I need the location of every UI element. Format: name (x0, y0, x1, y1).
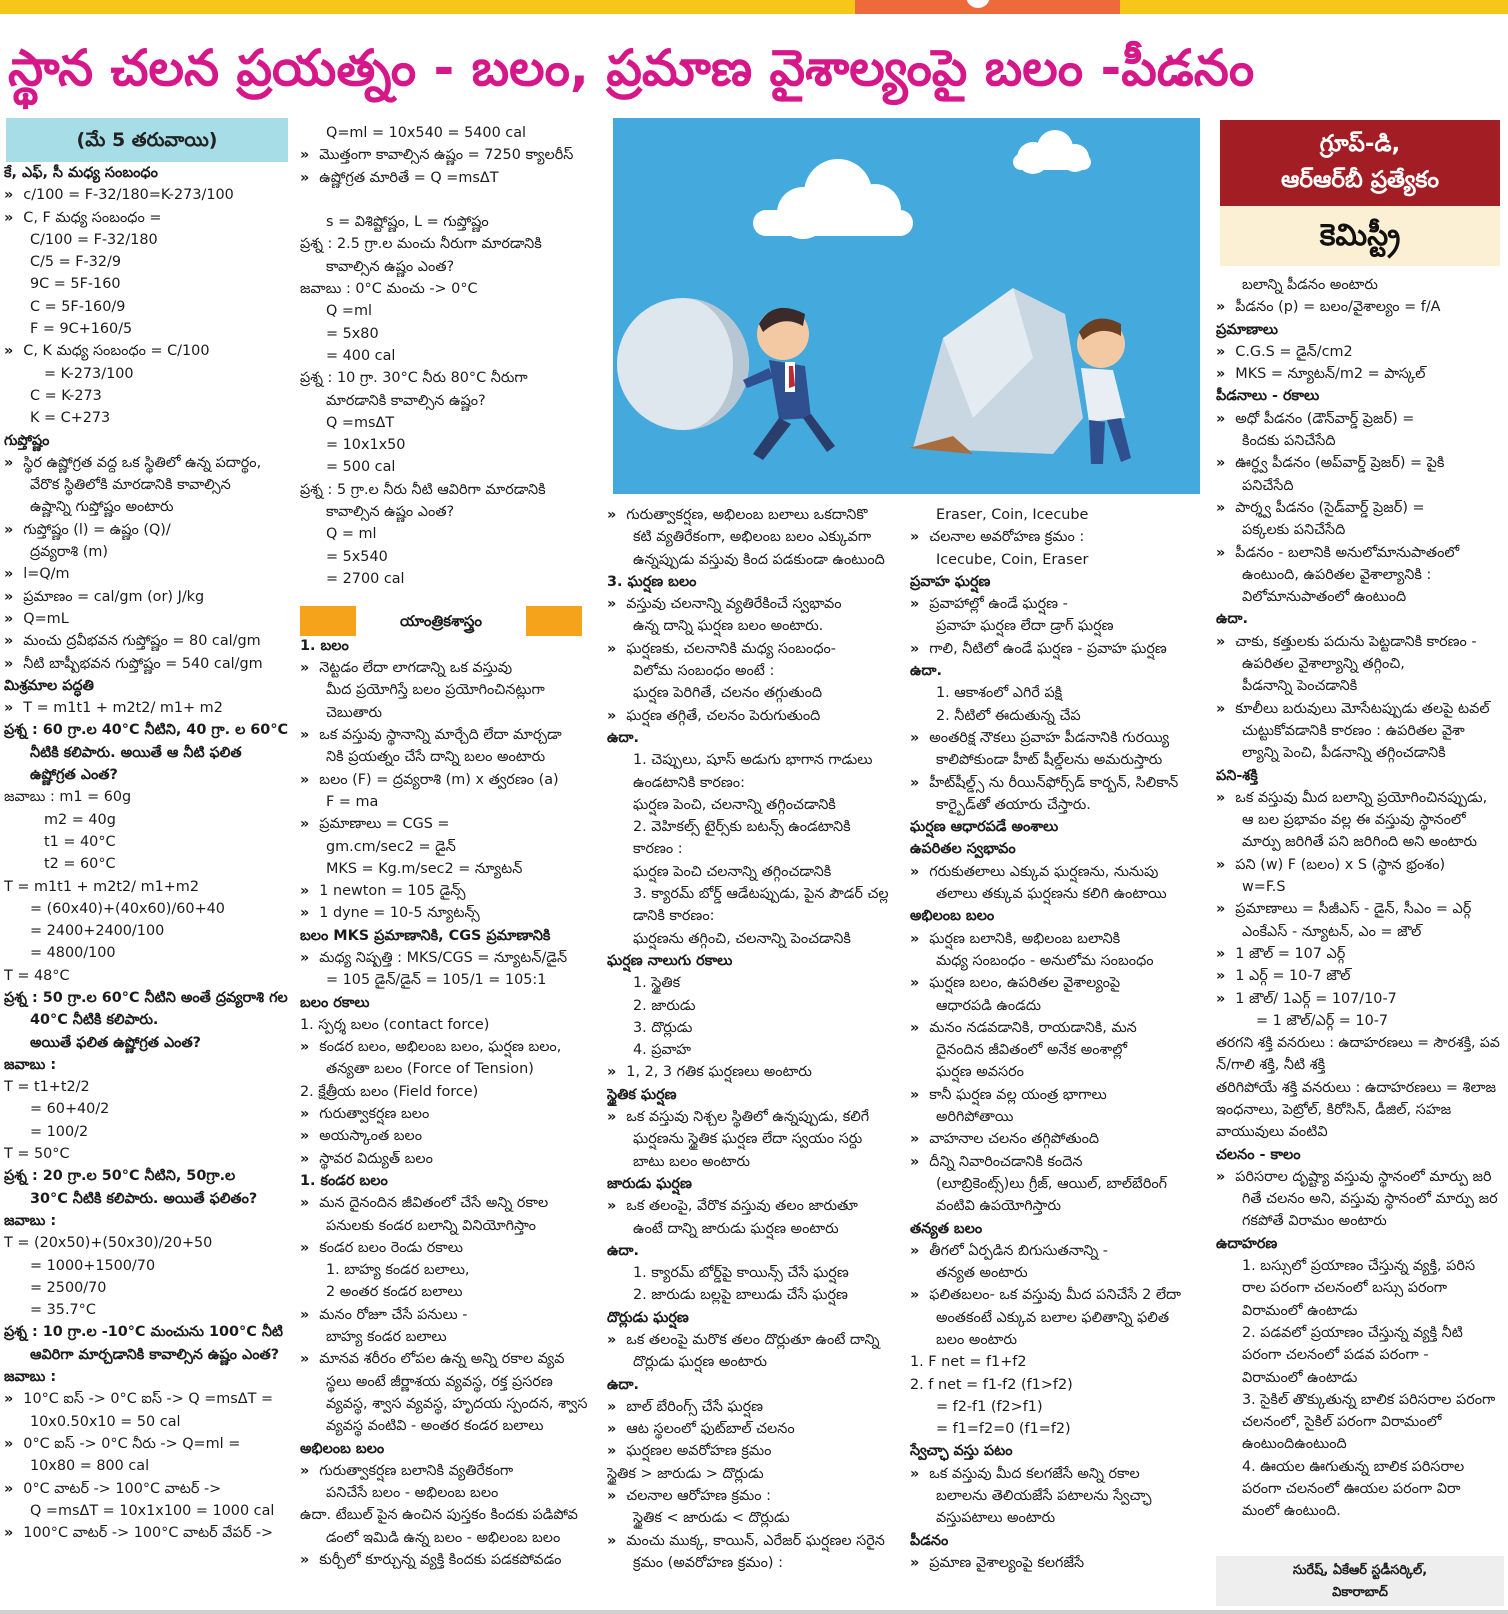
text-line: గకపోతే విరామం అంటారు (1242, 1213, 1387, 1230)
section-heading: పీడనాలు - రకాలు (1216, 388, 1320, 405)
text-line: పనిచేసే బలం - అభిలంబ బలం (326, 1485, 499, 1502)
text-line: వేరొక స్థితిలోకి మారడానికి కావాల్సిన (30, 477, 231, 494)
text-line: 2. వెహికల్స్‌ టైర్స్‌కు బటన్స్‌ ఉండటానికి (633, 819, 851, 836)
text-line: Q =msΔT = 10x1x100 = 1000 cal (30, 1502, 275, 1519)
section-heading: ప్రమాణాలు (1216, 321, 1279, 338)
text-line: మధ్య సంబంధం - అనులోమ సంబంధం (936, 952, 1154, 969)
section-banner-title: యాంత్రికశాస్త్రం (399, 612, 482, 630)
text-line: » 10°C ఐస్‌ -> 0°C ఐస్‌ -> Q =msΔT = (4, 1388, 292, 1410)
text-line: » హీట్‌షీల్డ్స్‌ ను రీయిన్‌ఫోర్స్‌డ్‌ కార్బన్‌, సిలికాన్‌ (910, 772, 1202, 794)
text-line: » నీటి బాష్పీభవన గుప్తోష్ణం = 540 cal/gm (4, 653, 292, 675)
section-heading: ప్రవాహ ఘర్షణ (910, 573, 991, 590)
text-line: » ప్రమాణం = cal/gm (or) J/kg (4, 586, 292, 608)
text-line: ఉన్న దాన్ని ఘర్షణ బలం అంటారు. (633, 618, 824, 635)
text-line: » ఊర్ధ్వ పీడనం (అప్‌వార్డ్‌ ప్రెజర్‌) = పైకి (1216, 452, 1506, 474)
text-line: ఉంటుంది, ఉపరితల వైశాల్యానికి : (1242, 566, 1432, 583)
text-line: బాటు బలం అంటారు (633, 1153, 751, 1170)
article-column-5 (1216, 274, 1506, 1558)
text-line: అరిగిపోతాయి (936, 1109, 1014, 1126)
text-line: విలోమ సంబంధం అంటే : (633, 663, 775, 680)
question-line: అయితే ఫలిత ఉష్ణోగ్రత ఎంత? (30, 1034, 202, 1051)
text-line: గితే చలనం అని, వస్తువు స్థానంలో మార్పు జర (1242, 1191, 1498, 1208)
text-line: = 4800/100 (30, 945, 116, 962)
text-line: » చాకు, కత్తులకు పదును పెట్టడానికి కారణం - (1216, 631, 1506, 653)
text-line: 9C = 5F-160 (30, 276, 121, 293)
text-line: రాల పరంగా చలనంలో బస్సు పరంగా (1242, 1280, 1448, 1297)
text-line: చలనంలో, సైకిల్‌ పరంగా విరామంలో (1242, 1414, 1442, 1431)
text-line: ఘర్షణ అవసరం (936, 1064, 1024, 1081)
text-line: » ప్రమాణాలు = CGS = (300, 813, 592, 835)
text-line: వ్యవస్థ వంటివి - అంతర కండర బలాలు (326, 1418, 544, 1435)
text-line: = 5x80 (326, 325, 379, 342)
text-line: » వాహనాల చలనం తగ్గిపోతుంది (910, 1128, 1202, 1150)
question-line: ప్రశ్న : 10 గ్రా. 30°C నీరు 80°C నీరుగా (300, 370, 528, 387)
text-line: » 0°C వాటర్‌ -> 100°C వాటర్‌ -> (4, 1478, 292, 1500)
text-line: పక్కలకు పనిచేసేది (1242, 522, 1346, 539)
text-line: వస్తుపటాలు అంటారు (936, 1510, 1056, 1527)
text-line: F = 9C+160/5 (30, 321, 133, 338)
text-line: » మనం రోజూ చేసే పనులు - (300, 1304, 592, 1326)
text-line: = f2-f1 (f2>f1) (936, 1398, 1043, 1415)
text-line: » l=Q/m (4, 563, 292, 585)
text-line: 2. పడవలో ప్రయాణం చేస్తున్న వ్యక్తి నీటి (1242, 1324, 1463, 1341)
section-heading: గుప్తోష్ణం (4, 432, 50, 449)
group-exam-special-box (1220, 120, 1500, 206)
text-line: » స్థిర ఉష్ణోగ్రత వద్ద ఒక స్థితిలో ఉన్న పదార్థం, (4, 452, 292, 474)
text-line: » అంతరిక్ష నౌకలు ప్రవాహ పీడనానికి గురయ్యి (910, 727, 1202, 749)
text-line: m2 = 40g (44, 811, 116, 828)
text-line: » Q=mL (4, 608, 292, 630)
question-line: 30°C నీటికి కలిపారు. అయితే ఫలితం? (30, 1190, 258, 1207)
text-line: » కుర్చీలో కూర్చున్న వ్యక్తి కిందకు పడకపోవడం (300, 1549, 592, 1571)
text-line: gm.cm/sec2 = డైన్‌ (326, 838, 456, 855)
text-line: కార్బైడ్‌తో తయారు చేస్తారు. (936, 796, 1091, 813)
text-line: 1. చెప్పులు, షూస్‌ అడుగు భాగాన గాడులు (633, 752, 873, 769)
text-line: ఉంటే దాన్ని జారుడు ఘర్షణ అంటారు (633, 1220, 839, 1237)
text-line: కారణం : (633, 841, 683, 858)
text-line: తరగని శక్తి వనరులు : ఉదాహరణలు = సౌరశక్తి, పవ (1216, 1035, 1500, 1052)
question-line: ఆవిరిగా మార్చడానికి కావాల్సిన ఉష్ణం ఎంత? (30, 1346, 280, 1363)
question-line: కావాల్సిన ఉష్ణం ఎంత? (326, 504, 455, 521)
text-line: 10x80 = 800 cal (30, 1458, 150, 1475)
text-line: » T = m1t1 + m2t2/ m1+ m2 (4, 697, 292, 719)
text-line: మంలో ఉంటుంది. (1242, 1503, 1341, 1520)
section-heading: స్వేచ్ఛా వస్తు పటం (910, 1443, 1013, 1460)
text-line: చెబుతారు (326, 704, 382, 721)
text-line: » కానీ ఘర్షణ వల్ల యంత్ర భాగాలు (910, 1084, 1202, 1106)
text-line: ప్రవాహ ఘర్షణ లేదా డ్రాగ్‌ ఘర్షణ (936, 618, 1114, 635)
section-heading: అభిలంబ బలం (300, 1440, 385, 1457)
text-line: » చలనాల అవరోహణ క్రమం : (910, 526, 1202, 548)
text-line: w=F.S (1242, 879, 1286, 896)
text-line: » బలం (F) = ద్రవ్యరాశి (m) x త్వరణం (a) (300, 769, 592, 791)
text-line: » ఒక వస్తువు మీద బలాన్ని ప్రయోగించినప్పుడు, (1216, 787, 1506, 809)
example-label: ఉదాహరణ (1216, 1235, 1278, 1252)
answer-line: జవాబు : 0°C మంచు -> 0°C (300, 281, 478, 298)
text-line: T = (20x50)+(50x30)/20+50 (4, 1235, 213, 1252)
text-line: 2. నీటిలో ఈదుతున్న చేప (936, 707, 1081, 724)
text-line: » గురుత్వాకర్షణ బలం (300, 1103, 592, 1125)
text-line: » చలనాల ఆరోహణ క్రమం : (607, 1485, 902, 1507)
text-line: 1. ఆకాశంలో ఎగిరే పక్షి (936, 685, 1063, 702)
section-heading: ఘర్షణ నాలుగు రకాలు (607, 952, 733, 969)
text-line: » 0°C ఐస్‌ -> 0°C నీరు -> Q=ml = (4, 1433, 292, 1455)
text-line: » బాల్‌ బేరింగ్స్‌ చేసే ఘర్షణ (607, 1396, 902, 1418)
text-line: Q =msΔT (326, 414, 395, 431)
section-banner (300, 606, 582, 636)
example-label: ఉదా. (607, 1242, 639, 1259)
text-line: స్థైతిక > జారుడు > దొర్లుడు (607, 1465, 764, 1482)
text-line: Eraser, Coin, Icecube (936, 507, 1089, 523)
text-line: = 5x540 (326, 548, 388, 565)
text-line: 1. క్యారమ్‌ బోర్డ్‌పై కాయిన్స్‌ చేసే ఘర్షణ (633, 1265, 849, 1282)
text-line: = 500 cal (326, 459, 396, 476)
text-line: దైనందిన జీవితంలో అనేక అంశాల్లో (936, 1042, 1128, 1059)
text-line: » 1 dyne = 10-5 న్యూటన్స్‌ (300, 902, 592, 924)
text-line: 4. ఊయల ఊగుతున్న బాలిక పరిసరాల (1242, 1458, 1465, 1475)
example-label: ఉదా. (1216, 611, 1248, 628)
text-line: 2 అంతర కండర బలాలు (326, 1284, 463, 1301)
text-line: ఘర్షణ పెరిగితే, చలనం తగ్గుతుంది (633, 685, 823, 702)
text-line: » ఒక తలంపై మరొక తలం దొర్లుతూ ఉంటే దాన్ని (607, 1329, 902, 1351)
question-line: ప్రశ్న : 2.5 గ్రా.ల మంచు నీరుగా మారడానికి (300, 236, 542, 253)
text-line: C/5 = F-32/9 (30, 254, 122, 271)
text-line: C/100 = F-32/180 (30, 231, 158, 248)
text-line: = K-273/100 (44, 365, 134, 382)
text-line: = 2400+2400/100 (30, 923, 165, 940)
text-line: » C, K మధ్య సంబంధం = C/100 (4, 340, 292, 362)
byline-line1: సురేష్‌, ఏకేఆర్‌ స్టడీసర్కిల్‌, (1292, 1563, 1428, 1578)
author-byline (1216, 1556, 1504, 1606)
text-line: t1 = 40°C (44, 833, 116, 850)
question-line: ప్రశ్న : 5 గ్రా.ల నీరు నీటి ఆవిరిగా మారడానికి (300, 481, 546, 498)
article-column-1 (4, 162, 292, 1602)
text-line: కటి వ్యతిరేకంగా, అభిలంబ బలం ఎక్కువగా (633, 529, 872, 546)
text-line: » ఘర్షణ బలం, ఉపరితల వైశాల్యంపై (910, 972, 1202, 994)
question-line: ఉష్ణోగ్రత ఎంత? (30, 767, 118, 784)
question-line: ప్రశ్న : 60 గ్రా.ల 40°C నీటిని, 40 గ్రా. ల 60°C (4, 722, 289, 739)
text-line: » ఒక తలంపై, వేరొక వస్తువు తలం జారుతూ (607, 1195, 902, 1217)
text-line: = 10x1x50 (326, 437, 406, 454)
section-heading: స్థైతిక ఘర్షణ (607, 1086, 677, 1103)
text-line: » గుప్తోష్ణం (l) = ఉష్ణం (Q)/ (4, 519, 292, 541)
answer-label: జవాబు : (4, 1056, 57, 1073)
text-line: తన్యత అంటారు (936, 1265, 1028, 1282)
continuation-date-box: (మే 5 తరువాయి) (6, 118, 288, 162)
question-line: ప్రశ్న : 10 గ్రా.ల -10°C మంచును 100°C నీటి (4, 1324, 284, 1341)
text-line: ఉన్నప్పుడు వస్తువు కింద పడకుండా ఉంటుంది (633, 551, 885, 568)
text-line: ఘర్షణను తగ్గించి, చలనాన్ని పెంచడానికి (633, 930, 851, 947)
text-line: » మధ్య నిష్పత్తి : MKS/CGS = న్యూటన్‌/డైన్‌ (300, 947, 592, 969)
text-line: ఉదా. టేబుల్‌ పైన ఉంచిన పుస్తకం కిందకు పడిపోవ (300, 1507, 578, 1524)
text-line: s = విశిష్టోష్ణం, L = గుప్తోష్ణం (326, 214, 489, 231)
text-line: ఘర్షణ పెంచి చలనాన్ని తగ్గించడానికి (633, 863, 832, 880)
question-line: 40°C నీటికి కలిపారు. (30, 1012, 159, 1029)
text-line: 2. f net = f1-f2 (f1>f2) (910, 1376, 1073, 1393)
text-line: స్థైతిక < జారుడు < దొర్లుడు (633, 1510, 790, 1527)
question-line: ప్రశ్న : 20 గ్రా.ల 50°C నీటిని, 50గ్రా.ల (4, 1168, 236, 1185)
text-line: » ప్రమాణాలు = సీజీఎస్‌ - డైన్‌, సీఎం = ఎర్గ్‌ (1216, 898, 1506, 920)
ball-icon (617, 298, 749, 430)
text-line: » వస్తువు చలనాన్ని వ్యతిరేకించే స్వభావం (607, 593, 902, 615)
text-line: వాయువులు వంటివి (1216, 1124, 1328, 1141)
text-line: = (60x40)+(40x60)/60+40 (30, 900, 225, 917)
banner-bar-right (526, 606, 582, 636)
text-line: » MKS = న్యూటన్‌/m2 = పాస్కల్‌ (1216, 363, 1506, 385)
blank-line (300, 189, 592, 211)
text-line: డంలో ఇమిడి ఉన్న బలం - అభిలంబ బలం (326, 1529, 561, 1546)
section-heading: మిశ్రమాల పద్ధతి (4, 677, 94, 694)
text-line: = 1000+1500/70 (30, 1257, 156, 1274)
text-line: » గురుత్వాకర్షణ, అభిలంబ బలాలు ఒకదానికొ (607, 504, 902, 526)
section-heading: దొర్లుడు ఘర్షణ (607, 1309, 689, 1326)
question-line: మారడానికి కావాల్సిన ఉష్ణం? (326, 392, 486, 409)
example-label: ఉదా. (607, 1376, 639, 1393)
section-heading: 1. కండర బలం (300, 1172, 388, 1189)
text-line: » c/100 = F-32/180=K-273/100 (4, 184, 292, 206)
question-line: కావాల్సిన ఉష్ణం ఎంత? (326, 258, 455, 275)
text-line: ఎంకేఎస్‌ - న్యూటన్‌, ఎం = జౌల్‌ (1242, 923, 1422, 940)
text-line: విరామంలో ఉంటాడు (1242, 1369, 1358, 1386)
page-headline: స్థాన చలన ప్రయత్నం - బలం, ప్రమాణ వైశాల్యంపై బలం -పీడనం (8, 39, 1255, 97)
text-line: » మంచు ముక్క, కాయిన్‌, ఎరేజర్‌ ఘర్షణల సరైన (607, 1530, 902, 1552)
article-column-4 (910, 504, 1202, 1602)
text-line: 1. బస్సులో ప్రయాణం చేస్తున్న వ్యక్తి, పరిస (1242, 1258, 1476, 1275)
text-line: డానికి కారణం: (633, 908, 715, 925)
text-line: C = K-273 (30, 387, 102, 404)
text-line: » ఉష్ణోగ్రత మారితే = Q =msΔT (300, 167, 592, 189)
group-box-line2: ఆర్‌ఆర్‌బీ ప్రత్యేకం (1280, 167, 1440, 193)
text-line: » గాలి, నీటిలో ఉండే ఘర్షణ - ప్రవాహ ఘర్షణ (910, 638, 1202, 660)
section-heading: పీడనం (910, 1532, 949, 1549)
text-line: = 60+40/2 (30, 1101, 110, 1118)
text-line: » ఘర్షణ తగ్గితే, చలనం పెరుగుతుంది (607, 705, 902, 727)
text-line: » అయస్కాంత బలం (300, 1125, 592, 1147)
section-heading: ఉపరితల స్వభావం (910, 841, 1016, 858)
text-line: = 105 డైన్‌/డైన్‌ = 105/1 = 105:1 (326, 972, 547, 989)
text-line: వంటివి ఉపయోగిస్తారు (936, 1198, 1062, 1215)
answer-line: జవాబు : m1 = 60g (4, 789, 132, 806)
section-heading: ఘర్షణ ఆధారపడే అంశాలు (910, 819, 1059, 836)
bottom-rule (0, 1610, 1508, 1614)
text-line: » మన దైనందిన జీవితంలో చేసే అన్ని రకాల (300, 1192, 592, 1214)
text-line: Q = ml (326, 526, 377, 543)
section-heading: చలనం - కాలం (1216, 1146, 1301, 1163)
text-line: మీద ప్రయోగిస్తే బలం ప్రయోగించినట్లుగా (326, 682, 545, 699)
text-line: 1. బాహ్య కండర బలాలు, (326, 1262, 470, 1279)
section-heading: పని-శక్తి (1216, 767, 1258, 784)
text-line: ఉష్ణాన్ని గుప్తోష్ణం అంటారు (30, 499, 174, 516)
text-line: తన్యతా బలం (Force of Tension) (326, 1061, 534, 1078)
text-line: పనిచేసేది (1242, 477, 1294, 494)
article-column-3 (607, 504, 902, 1602)
text-line: = 100/2 (30, 1123, 89, 1140)
text-line: » 1 జౌల్‌/ 1ఎర్గ్‌ = 107/10-7 (1216, 988, 1506, 1010)
text-line: F = ma (326, 793, 379, 810)
text-line: K = C+273 (30, 410, 111, 427)
text-line: 3. సైకిల్‌ తొక్కుతున్న బాలిక పరిసరాల పరంగా (1242, 1391, 1496, 1408)
text-line: తలాలు తక్కువ ఘర్షణను కలిగి ఉంటాయి (936, 886, 1167, 903)
text-line: » మంచు ద్రవీభవన గుప్తోష్ణం = 80 cal/gm (4, 630, 292, 652)
text-line: ఉపరితల వైశాల్యాన్ని తగ్గించి, (1242, 656, 1405, 673)
text-line: బాహ్య కండర బలాలు (326, 1329, 447, 1346)
text-line: » పీడనం - బలానికి అనులోమానుపాతంలో (1216, 542, 1506, 564)
text-line: » పని (w) F (బలం) x S (స్థాన భ్రంశం) (1216, 854, 1506, 876)
text-line: కే, ఎఫ్‌, సీ మధ్య సంబంధం (4, 165, 158, 181)
text-line: Icecube, Coin, Eraser (936, 551, 1089, 568)
text-line: 3. క్యారమ్‌ బోర్డ్‌ ఆడేటప్పుడు, పైన పౌడర్‌ చల్ల (633, 886, 889, 903)
text-line: C = 5F-160/9 (30, 298, 126, 315)
text-line: 2. జారుడు బల్లపై బాలుడు చేసే ఘర్షణ (633, 1287, 848, 1304)
section-heading: జారుడు ఘర్షణ (607, 1175, 692, 1192)
text-line: తరిగిపోయే శక్తి వనరులు : ఉదాహరణలు = శిలాజ (1216, 1079, 1497, 1096)
answer-label: జవాబు : (4, 1369, 57, 1386)
text-line: » ఘర్షణ బలానికి, అభిలంబ బలానికి (910, 928, 1202, 950)
text-line: » నెట్టడం లేదా లాగడాన్ని ఒక వస్తువు (300, 657, 592, 679)
text-line: MKS = Kg.m/sec2 = న్యూటన్‌ (326, 860, 523, 877)
text-line: దొర్లుడు ఘర్షణ అంటారు (633, 1354, 767, 1371)
text-line: (లూబ్రికెంట్స్‌)లు గ్రీజ్‌, ఆయిల్‌, బాల్‌బేరింగ్‌ (936, 1175, 1168, 1192)
text-line: » 1, 2, 3 గతిక ఘర్షణలు అంటారు (607, 1061, 902, 1083)
text-line: కిందకు పనిచేసేది (1242, 433, 1336, 450)
text-line: = 2700 cal (326, 570, 405, 587)
text-line: » ఘర్షణల అవరోహణ క్రమం (607, 1440, 902, 1462)
text-line: Q =ml (326, 303, 372, 320)
text-line: 2. క్షేత్రీయ బలం (Field force) (300, 1083, 479, 1100)
text-line: » గరుకుతలాలు ఎక్కువ ఘర్షణను, నునుపు (910, 861, 1202, 883)
text-line: » 1 జౌల్‌ = 107 ఎర్గ్‌ (1216, 943, 1506, 965)
text-line: విలోమానుపాతంలో ఉంటుంది (1242, 589, 1407, 606)
text-line: ఇంధనాలు, పెట్రోల్‌, కిరోసిన్‌, డీజిల్‌, సహజ (1216, 1101, 1452, 1118)
text-line: » ఆట స్థలంలో ఫుట్‌బాల్‌ చలనం (607, 1418, 902, 1440)
text-line: ఘర్షణ పెంచి, చలనాన్ని తగ్గించడానికి (633, 796, 836, 813)
text-line: T = t1+t2/2 (4, 1079, 90, 1096)
text-line: » మొత్తంగా కావాల్సిన ఉష్ణం = 7250 క్యాలరీస్‌ (300, 144, 592, 166)
text-line: 2. జారుడు (633, 997, 696, 1014)
text-line: 1. F net = f1+f2 (910, 1354, 1027, 1371)
text-line: » గురుత్వాకర్షణ బలానికి వ్యతిరేకంగా (300, 1460, 592, 1482)
text-line: » 100°C వాటర్‌ -> 100°C వాటర్‌ వేపర్‌ -> (4, 1522, 292, 1544)
text-line: ల్యాన్ని పెంచి, పీడనాన్ని తగ్గించడానికి (1242, 745, 1446, 762)
text-line: T = m1t1 + m2t2/ m1+m2 (4, 878, 199, 895)
text-line: » ఒక వస్తువు మీద కలగజేసే అన్ని రకాల (910, 1463, 1202, 1485)
byline-line2: వికారాబాద్‌ (1332, 1585, 1388, 1600)
top-color-bar (0, 0, 1508, 14)
text-line: » 1 newton = 105 డైన్స్‌ (300, 880, 592, 902)
text-line: 1. స్పర్శ బలం (contact force) (300, 1016, 490, 1033)
text-line: » దీన్ని నివారించడానికి కందెన (910, 1151, 1202, 1173)
text-line: Q=ml = 10x540 = 5400 cal (326, 125, 527, 141)
text-line: విరామంలో ఉంటాడు (1242, 1302, 1358, 1319)
text-line: T = 50°C (4, 1146, 70, 1163)
section-heading: బలం రకాలు (300, 994, 370, 1011)
text-line: నికి ప్రయత్నం చేసే దాన్ని బలం అంటారు (326, 749, 546, 766)
example-label: ఉదా. (607, 729, 639, 746)
text-line: పరంగా చలనంలో పడవ పరంగా - (1242, 1347, 1429, 1364)
group-box-line1: గ్రూప్‌-డి, (1319, 131, 1401, 157)
text-line: » ప్రమాణ వైశాల్యంపై కలగజేసే (910, 1552, 1202, 1574)
text-line: పీడనాన్ని పెంచడానికి (1242, 678, 1358, 695)
text-line: » 1 ఎర్గ్‌ = 10-7 జౌల్‌ (1216, 965, 1506, 987)
text-line: = f1=f2=0 (f1=f2) (936, 1421, 1071, 1438)
text-line: 3. దొర్లుడు (633, 1019, 693, 1036)
text-line: = 400 cal (326, 347, 396, 364)
text-line: కాలిపోకుండా హీట్‌ షీల్డ్‌లను అమరుస్తారు (936, 752, 1163, 769)
text-line: 1. స్థైతిక (633, 975, 681, 992)
text-line: స్థలు అంటే జీర్ణాశయ వ్యవస్థ, రక్త ప్రసరణ (326, 1373, 553, 1390)
text-line: » కండర బలం రెండు రకాలు (300, 1237, 592, 1259)
section-heading: 1. బలం (300, 637, 349, 654)
text-line: » C, F మధ్య సంబంధం = (4, 207, 292, 229)
text-line: న్‌/గాలి శక్తి, నీటి శక్తి (1216, 1057, 1326, 1074)
text-line: » పార్శ్వ పీడనం (సైడ్‌వార్డ్‌ ప్రెజర్‌) = (1216, 497, 1506, 519)
text-line: మార్పు జరిగితే పని జరిగింది అని అంటారు (1242, 834, 1477, 851)
text-line: » మనం నడవడానికి, రాయడానికి, మన (910, 1017, 1202, 1039)
text-line: T = 48°C (4, 967, 70, 984)
text-line: 10x0.50x10 = 50 cal (30, 1413, 181, 1430)
text-line: ఆ బల ప్రభావం వల్ల ఈ వస్తువు స్థానంలో (1242, 812, 1466, 829)
text-line: బలాలను తెలియజేసే పటాలను స్వేచ్ఛా (936, 1488, 1152, 1505)
text-line: = 2500/70 (30, 1279, 107, 1296)
text-line: ఉంటుందిఉంటుంది (1242, 1436, 1347, 1453)
example-label: ఉదా. (910, 663, 942, 680)
section-heading: అభిలంబ బలం (910, 908, 995, 925)
text-line: » ఘర్షణకు, చలనానికి మధ్య సంబంధం- (607, 638, 902, 660)
text-line: » పీడనం (p) = బలం/వైశాల్యం = f/A (1216, 296, 1506, 318)
text-line: ఉండటానికి కారణం: (633, 774, 745, 791)
subject-label: కెమిస్ట్రీ (1220, 206, 1500, 266)
text-line: » ఫలితబలం- ఒక వస్తువు మీద పనిచేసే 2 లేదా (910, 1284, 1202, 1306)
text-line: వ్యవస్థ, శ్వాస వ్యవస్థ, హృదయ స్పందన, శ్వాస (326, 1395, 588, 1412)
question-line: నీటికి కలిపారు. అయితే ఆ నీటి ఫలిత (30, 744, 242, 761)
text-line: » ఒక వస్తువు స్థానాన్ని మార్చేది లేదా మార్చడా (300, 724, 592, 746)
answer-label: జవాబు : (4, 1212, 57, 1229)
text-line: చుట్టుకోవడానికి కారణం : ఉపరితల వైశా (1242, 722, 1465, 739)
text-line: ద్రవ్యరాశి (m) (30, 544, 109, 561)
text-line: » స్థావర విద్యుత్‌ బలం (300, 1148, 592, 1170)
text-line: » ఒక వస్తువు నిశ్చల స్థితిలో ఉన్నప్పుడు, కలిగే (607, 1106, 902, 1128)
banner-bar-left (300, 606, 356, 636)
article-column-2 (300, 122, 592, 1602)
text-line: = 1 జౌల్‌/ఎర్గ్‌ = 10-7 (1256, 1012, 1389, 1029)
text-line: పరంగా చలనంలో ఊయల పరంగా విరా (1242, 1481, 1461, 1498)
text-line: » C.G.S = డైన్‌/cm2 (1216, 341, 1506, 363)
text-line: t2 = 60°C (44, 856, 116, 873)
section-heading: తన్యత బలం (910, 1220, 983, 1237)
text-line: క్రమం (అవరోహణ క్రమం) : (633, 1554, 783, 1571)
text-line: » కండర బలం, అభిలంబ బలం, ఘర్షణ బలం, (300, 1036, 592, 1058)
text-line: » ప్రవాహాల్లో ఉండే ఘర్షణ - (910, 593, 1202, 615)
illustration-pushing-ball-and-rock (613, 118, 1200, 494)
text-line: » మానవ శరీరం లోపల ఉన్న అన్ని రకాల వ్యవ (300, 1348, 592, 1370)
question-line: ప్రశ్న : 50 గ్రా.ల 60°C నీటిని అంతే ద్రవ్యరాశి గల (4, 989, 288, 1006)
text-line: ఆధారపడి ఉండదు (936, 997, 1042, 1014)
text-line: పనులకు కండర బలాన్ని వినియోగిస్తాం (326, 1217, 536, 1234)
text-line: అంతకంటే ఎక్కువ బలాల ఫలితాన్ని ఫలిత (936, 1309, 1170, 1326)
text-line: ఘర్షణను స్థైతిక ఘర్షణ లేదా స్వయం సర్దు (633, 1131, 863, 1148)
text-line: = 35.7°C (30, 1302, 96, 1319)
text-line: » కూలీలు బరువులు మోసేటప్పుడు తలపై టవల్‌ (1216, 698, 1506, 720)
text-line: » పరిసరాల దృష్ట్యా వస్తువు స్థానంలో మార్పు జరి (1216, 1166, 1506, 1188)
text-line: బలం MKS ప్రమాణానికి, CGS ప్రమాణానికి (300, 927, 551, 944)
section-heading: 3. ఘర్షణ బలం (607, 573, 697, 590)
text-line: » అధో పీడనం (డౌన్‌వార్డ్‌ ప్రెజర్‌) = (1216, 408, 1506, 430)
text-line: బలం అంటారు (936, 1331, 1017, 1348)
text-line: బలాన్ని పీడనం అంటారు (1242, 277, 1378, 293)
text-line: » తీగలో ఏర్పడిన బిగుసుతనాన్ని - (910, 1240, 1202, 1262)
text-line: 4. ప్రవాహ (633, 1042, 692, 1059)
